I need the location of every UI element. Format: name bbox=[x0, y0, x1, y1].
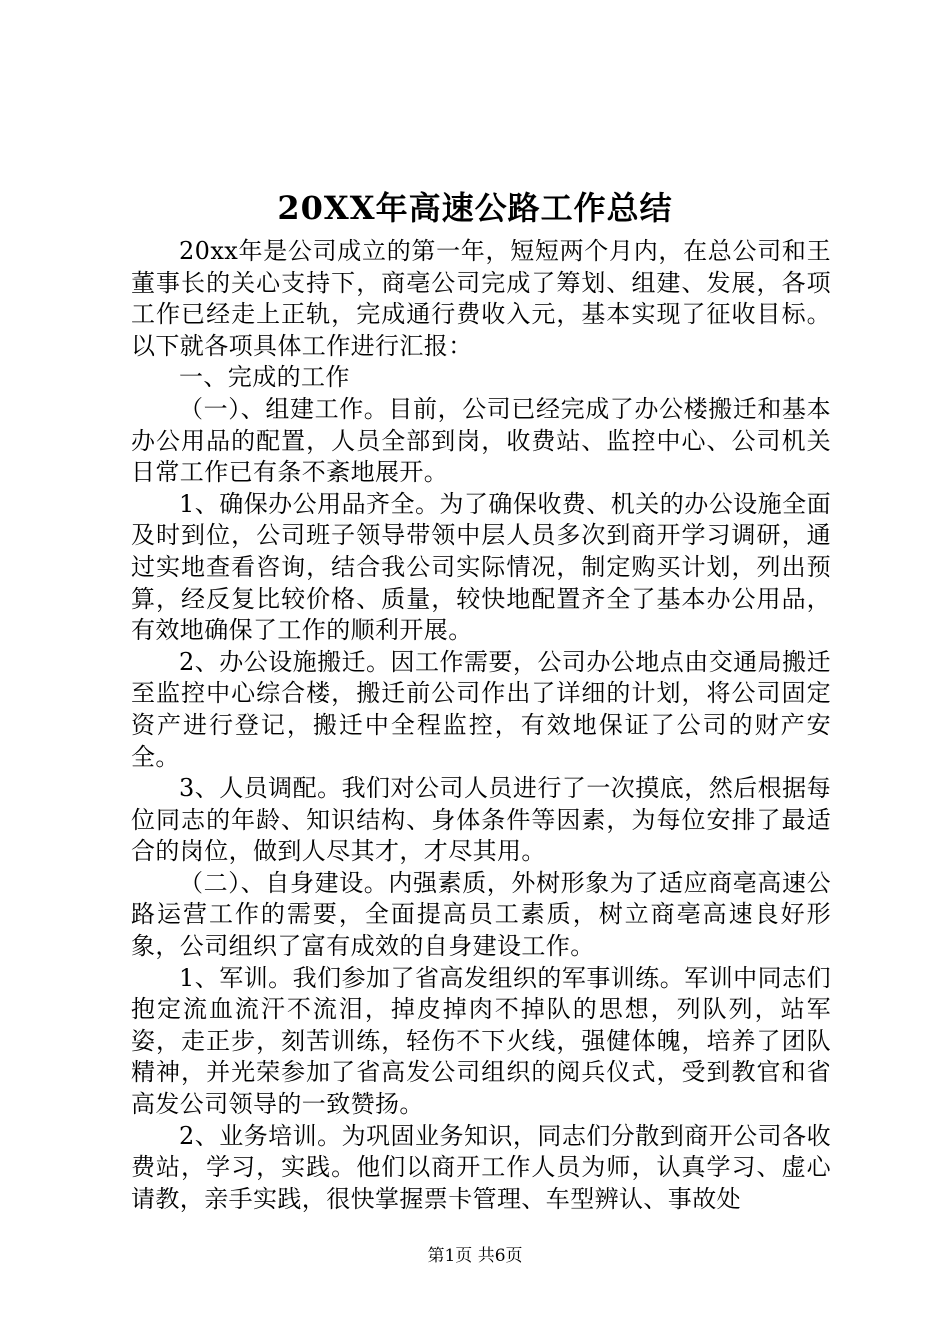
section-heading-completed-work: 一、完成的工作 bbox=[179, 363, 350, 392]
paragraph-organization: （一）、组建工作。目前，公司已经完成了办公楼搬迁和基本办公用品的配置，人员全部到岗，收费站、监控中心、公司机关日常工作已有条不紊地展开。 bbox=[131, 394, 831, 487]
paragraph-military-training: 1、军训。我们参加了省高发组织的军事训练。军训中同志们抱定流血流汗不流泪，掉皮掉肉不掉队的思想，列队列，站军姿，走正步，刻苦训练，轻伤不下火线，强健体魄，培养了团队精神，并光荣参加了省高发公司组织的阅兵仪式，受到教官和省高发公司领导的一致赞扬。 bbox=[131, 963, 831, 1119]
paragraph-self-building: （二）、自身建设。内强素质，外树形象为了适应商亳高速公路运营工作的需要，全面提高员工素质，树立商亳高速良好形象，公司组织了富有成效的自身建设工作。 bbox=[131, 868, 831, 961]
document-title: 20XX年高速公路工作总结 bbox=[277, 189, 673, 227]
paragraph-intro: 20xx年是公司成立的第一年，短短两个月内，在总公司和王董事长的关心支持下，商亳公司完成了筹划、组建、发展，各项工作已经走上正轨，完成通行费收入元，基本实现了征收目标。以下就各项具体工作进行汇报： bbox=[131, 237, 831, 360]
page-footer: 第1页 共6页 bbox=[427, 1246, 523, 1266]
paragraph-business-training: 2、业务培训。为巩固业务知识，同志们分散到商开公司各收费站，学习，实践。他们以商开工作人员为师，认真学习、虚心请教，亲手实践，很快掌握票卡管理、车型辨认、事故处 bbox=[131, 1121, 831, 1213]
paragraph-staff-allocation: 3、人员调配。我们对公司人员进行了一次摸底，然后根据每位同志的年龄、知识结构、身体条件等因素，为每位安排了最适合的岗位，做到人尽其才，才尽其用。 bbox=[131, 774, 831, 866]
paragraph-office-supplies: 1、确保办公用品齐全。为了确保收费、机关的办公设施全面及时到位，公司班子领导带领中层人员多次到商开学习调研，通过实地查看咨询，结合我公司实际情况，制定购买计划，列出预算，经反复比较价格、质量，较快地配置齐全了基本办公用品，有效地确保了工作的顺利开展。 bbox=[131, 489, 831, 645]
paragraph-office-relocation: 2、办公设施搬迁。因工作需要，公司办公地点由交通局搬迁至监控中心综合楼，搬迁前公司作出了详细的计划，将公司固定资产进行登记，搬迁中全程监控，有效地保证了公司的财产安全。 bbox=[131, 647, 831, 771]
document-body bbox=[131, 236, 831, 1215]
